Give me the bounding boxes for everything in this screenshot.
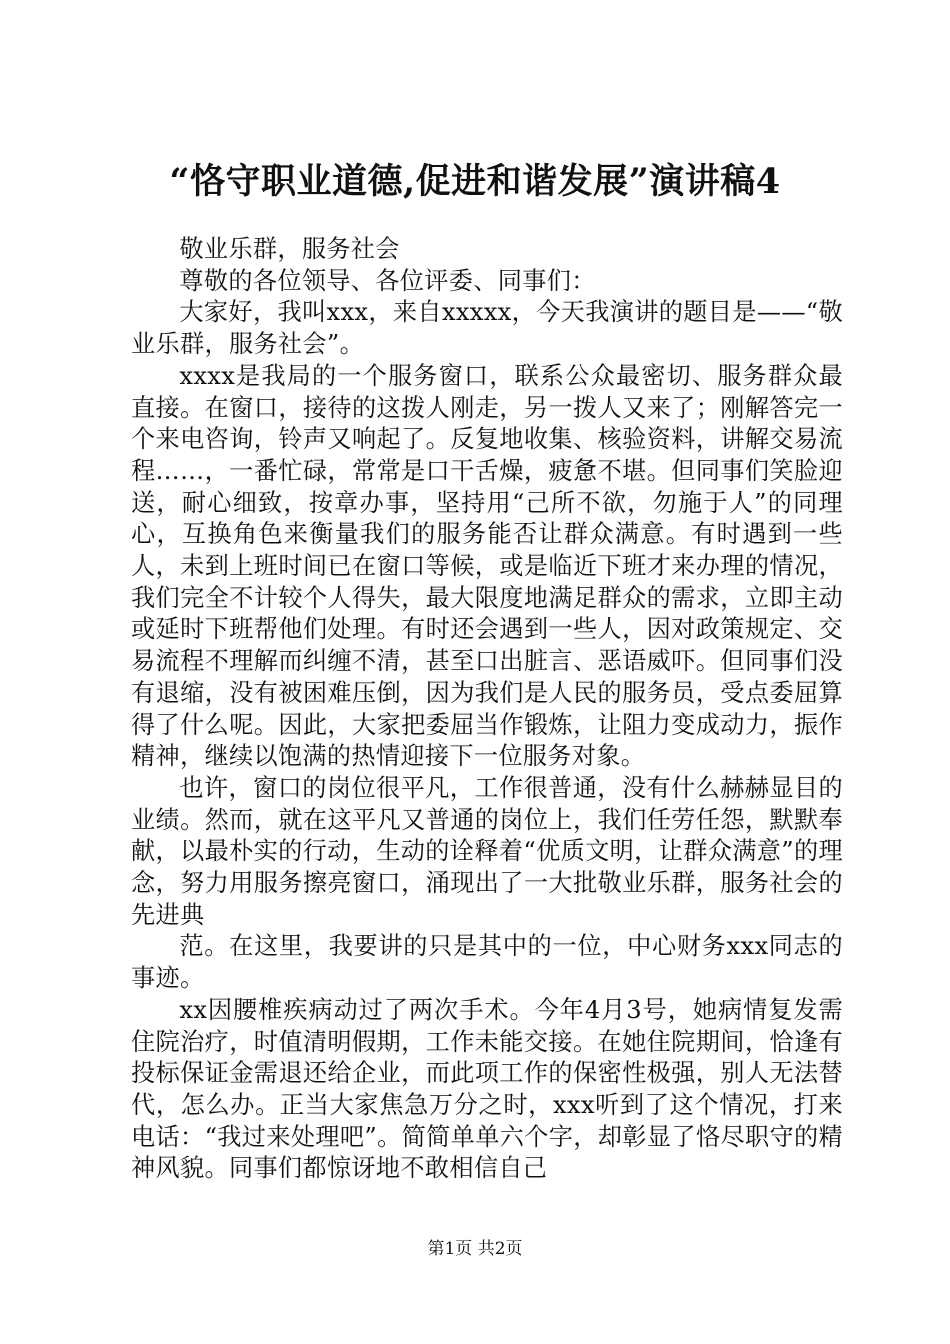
page-footer: 第1页 共2页 bbox=[427, 1239, 523, 1259]
paragraph: 也许，窗口的岗位很平凡，工作很普通，没有什么赫赫显目的业绩。然而，就在这平凡又普通的岗位上，我们任劳任怨，默默奉献，以最朴实的行动，生动的诠释着“优质文明，让群众满意”的理念，努力用服务擦亮窗口，涌现出了一大批敬业乐群，服务社会的先进典 bbox=[131, 773, 843, 929]
paragraph: xx因腰椎疾病动过了两次手术。今年4月3号，她病情复发需住院治疗，时值清明假期，工作未能交接。在她住院期间，恰逢有投标保证金需退还给企业，而此项工作的保密性极强，别人无法替代，怎么办。正当大家焦急万分之时，xxx听到了这个情况，打来电话：“我过来处理吧”。简简单单六个字，却彰显了恪尽职守的精神风貌。同事们都惊讶地不敢相信自己 bbox=[131, 995, 843, 1183]
paragraph: 范。在这里，我要讲的只是其中的一位，中心财务xxx同志的事迹。 bbox=[131, 932, 843, 993]
paragraph: 大家好，我叫xxx，来自xxxxx，今天我演讲的题目是——“敬业乐群，服务社会”。 bbox=[131, 298, 843, 359]
paragraph: xxxx是我局的一个服务窗口，联系公众最密切、服务群众最直接。在窗口，接待的这拨人刚走，另一拨人又来了；刚解答完一个来电咨询，铃声又响起了。反复地收集、核验资料，讲解交易流程……，一番忙碌，常常是口干舌燥，疲惫不堪。但同事们笑脸迎送，耐心细致，按章办事，坚持用“己所不欲，勿施于人”的同理心，互换角色来衡量我们的服务能否让群众满意。有时遇到一些人，未到上班时间已在窗口等候，或是临近下班才来办理的情况，我们完全不计较个人得失，最大限度地满足群众的需求，立即主动或延时下班帮他们处理。有时还会遇到一些人，因对政策规定、交易流程不理解而纠缠不清，甚至口出脏言、恶语威吓。但同事们没有退缩，没有被困难压倒，因为我们是人民的服务员，受点委屈算得了什么呢。因此，大家把委屈当作锻炼，让阻力变成动力，振作精神，继续以饱满的热情迎接下一位服务对象。 bbox=[131, 361, 843, 771]
paragraph: 敬业乐群，服务社会 bbox=[179, 235, 400, 263]
document-title: “恪守职业道德,促进和谐发展”演讲稿4 bbox=[169, 161, 781, 202]
document-body bbox=[131, 234, 843, 1185]
paragraph: 尊敬的各位领导、各位评委、同事们： bbox=[179, 266, 596, 295]
